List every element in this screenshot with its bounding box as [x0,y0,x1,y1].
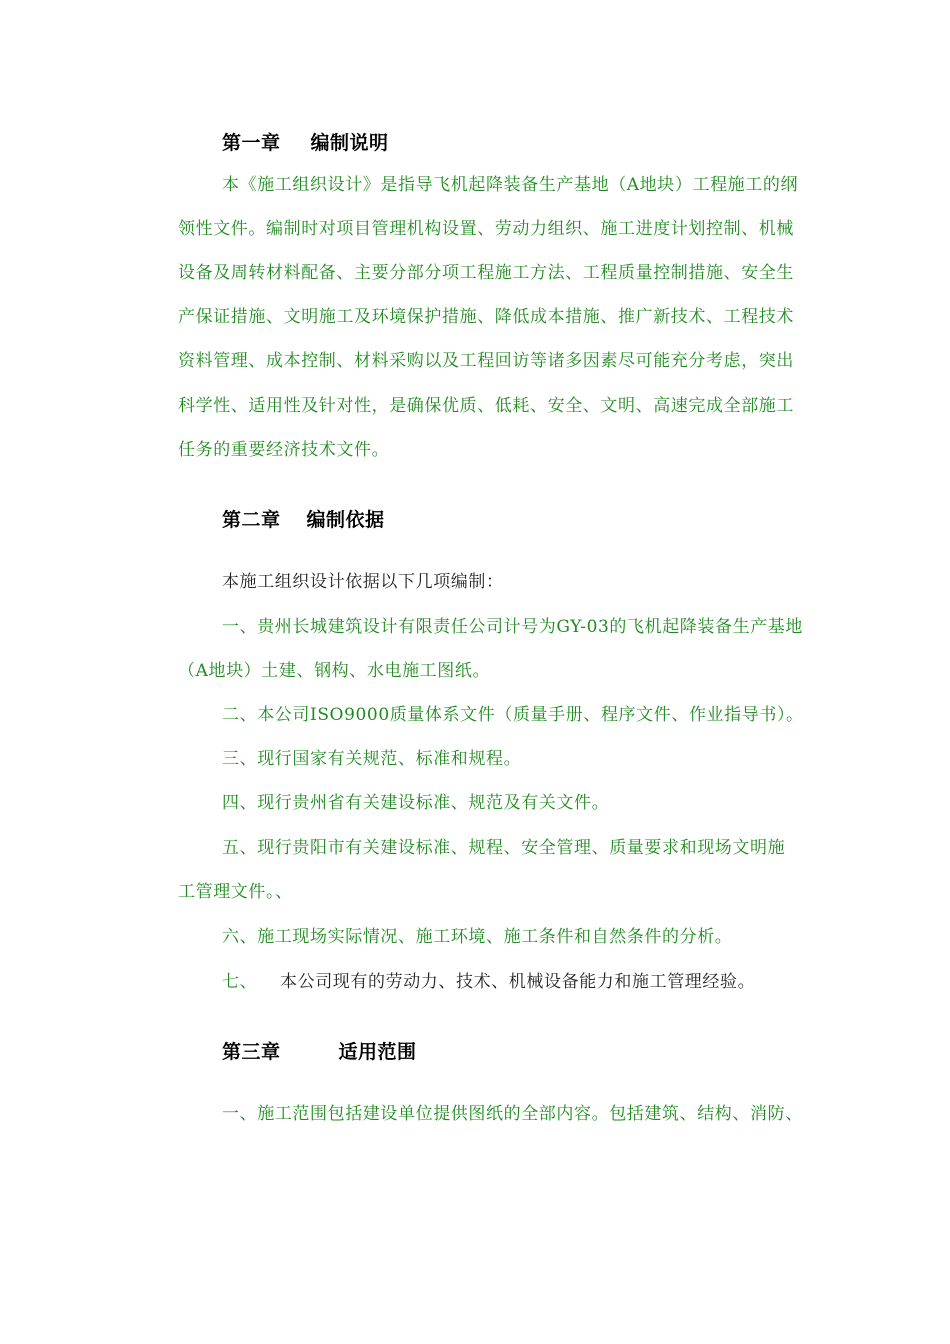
chapter2-item1-line1: 一、贵州长城建筑设计有限责任公司计号为GY-03的飞机起降装备生产基地 [222,617,804,637]
chapter2-item5-line1: 五、现行贵阳市有关建设标准、规程、安全管理、质量要求和现场文明施 [222,838,786,858]
chapter3-item1: 一、施工范围包括建设单位提供图纸的全部内容。包括建筑、结构、消防、 [222,1104,803,1124]
chapter2-item6: 六、施工现场实际情况、施工环境、施工条件和自然条件的分析。 [222,927,733,947]
chapter3-title: 适用范围 [338,1041,417,1063]
chapter3-heading [222,1037,417,1064]
chapter2-item7-text: 本公司现有的劳动力、技术、机械设备能力和施工管理经验。 [280,972,756,992]
chapter1-para-line: 领性文件。编制时对项目管理机构设置、劳动力组织、施工进度计划控制、机械 [178,219,794,239]
chapter1-para-line: 设备及周转材料配备、主要分部分项工程施工方法、工程质量控制措施、安全生 [178,263,794,283]
chapter2-heading [222,505,385,532]
chapter2-item2: 二、本公司ISO9000质量体系文件（质量手册、程序文件、作业指导书）。 [222,705,804,725]
chapter2-item3: 三、现行国家有关规范、标准和规程。 [222,749,522,769]
chapter2-item7-number: 七、 [222,972,258,992]
chapter2-item5-line2: 工管理文件。、 [178,882,293,902]
chapter2-number: 第二章 [222,509,281,531]
chapter2-intro: 本施工组织设计依据以下几项编制： [222,572,504,592]
chapter1-para-line: 产保证措施、文明施工及环境保护措施、降低成本措施、推广新技术、工程技术 [178,307,794,327]
chapter1-heading [222,128,389,155]
chapter1-para-line: 任务的重要经济技术文件。 [178,440,390,460]
chapter2-item4: 四、现行贵州省有关建设标准、规范及有关文件。 [222,793,610,813]
chapter1-para-line: 本《施工组织设计》是指导飞机起降装备生产基地（A地块）工程施工的纲 [222,175,799,195]
chapter1-number: 第一章 [222,132,281,154]
chapter1-para-line: 科学性、适用性及针对性，是确保优质、低耗、安全、文明、高速完成全部施工 [178,396,794,416]
chapter1-title: 编制说明 [310,132,389,154]
chapter1-para-line: 资料管理、成本控制、材料采购以及工程回访等诸多因素尽可能充分考虑，突出 [178,351,794,371]
chapter3-number: 第三章 [222,1041,281,1063]
chapter2-title: 编制依据 [306,509,385,531]
chapter2-item1-line2: （A地块）土建、钢构、水电施工图纸。 [178,661,491,681]
